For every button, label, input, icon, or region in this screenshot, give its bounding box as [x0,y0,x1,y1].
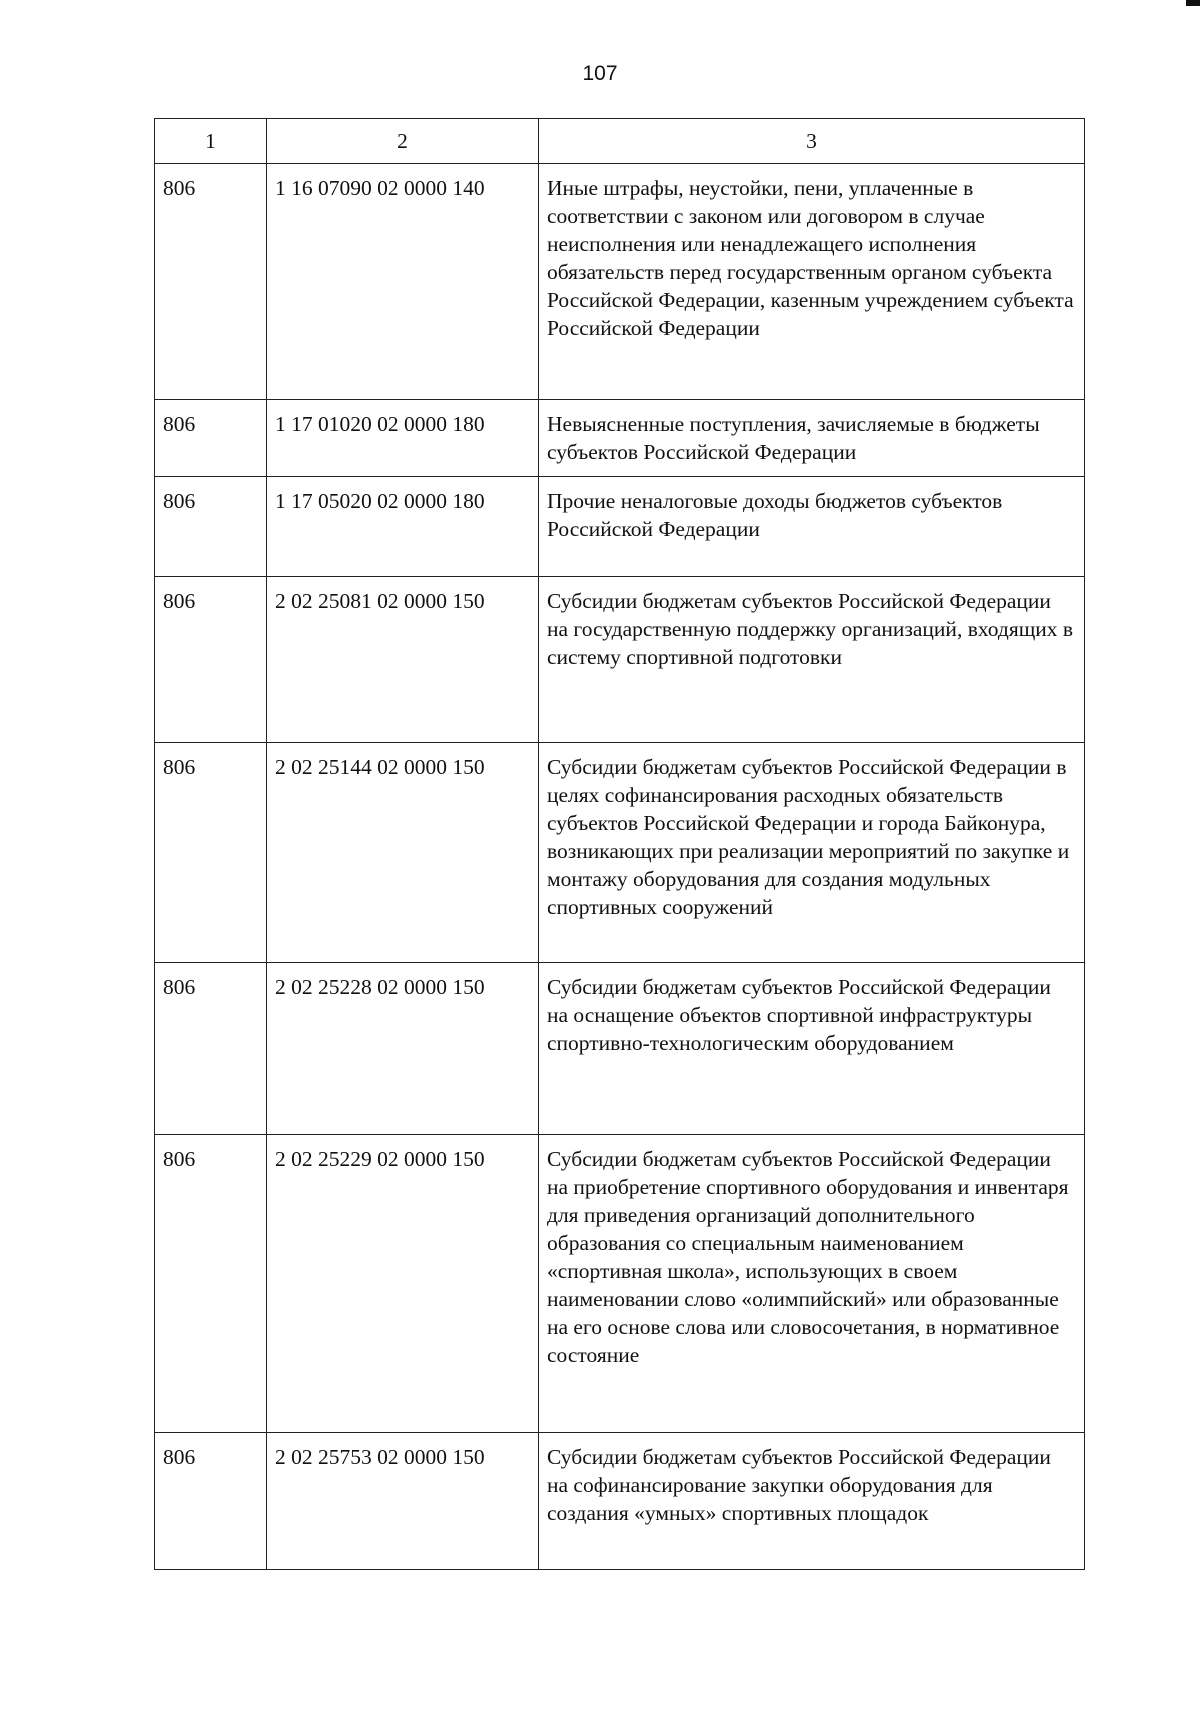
admin-code-cell: 806 [155,164,267,400]
kbk-code-cell: 1 17 05020 02 0000 180 [267,477,539,577]
table-row [155,1433,1085,1570]
column-header-2: 2 [267,119,539,164]
table-row [155,477,1085,577]
revenue-codes-table [154,118,1085,1570]
description-cell: Иные штрафы, неустойки, пени, уплаченные в соответствии с законом или договором в случае неисполнения или ненадлежащего исполнения обязательств перед государственным органом субъекта Российской Федерации, казенным учреждением субъекта Российской Федерации [539,164,1085,400]
page-number: 107 [582,62,618,85]
kbk-code-cell: 1 17 01020 02 0000 180 [267,400,539,477]
kbk-code-cell: 2 02 25753 02 0000 150 [267,1433,539,1570]
description-cell: Субсидии бюджетам субъектов Российской Федерации на государственную поддержку организаций, входящих в систему спортивной подготовки [539,577,1085,743]
admin-code-cell: 806 [155,577,267,743]
table-row [155,400,1085,477]
kbk-code-cell: 2 02 25229 02 0000 150 [267,1135,539,1433]
kbk-code-cell: 1 16 07090 02 0000 140 [267,164,539,400]
kbk-code-cell: 2 02 25228 02 0000 150 [267,963,539,1135]
table-header-row [155,119,1085,164]
description-cell: Субсидии бюджетам субъектов Российской Федерации на оснащение объектов спортивной инфраструктуры спортивно-технологическим оборудованием [539,963,1085,1135]
description-cell: Субсидии бюджетам субъектов Российской Федерации на софинансирование закупки оборудования для создания «умных» спортивных площадок [539,1433,1085,1570]
kbk-code-cell: 2 02 25081 02 0000 150 [267,577,539,743]
admin-code-cell: 806 [155,400,267,477]
admin-code-cell: 806 [155,743,267,963]
table-row [155,577,1085,743]
table-row [155,963,1085,1135]
table-row [155,1135,1085,1433]
description-cell: Невыясненные поступления, зачисляемые в бюджеты субъектов Российской Федерации [539,400,1085,477]
description-cell: Субсидии бюджетам субъектов Российской Федерации в целях софинансирования расходных обязательств субъектов Российской Федерации и города Байконура, возникающих при реализации мероприятий по закупке и монтажу оборудования для создания модульных спортивных сооружений [539,743,1085,963]
admin-code-cell: 806 [155,477,267,577]
kbk-code-cell: 2 02 25144 02 0000 150 [267,743,539,963]
admin-code-cell: 806 [155,963,267,1135]
column-header-3: 3 [539,119,1085,164]
scan-corner-mark [1186,0,1200,6]
table-body [155,164,1085,1570]
admin-code-cell: 806 [155,1135,267,1433]
description-cell: Субсидии бюджетам субъектов Российской Федерации на приобретение спортивного оборудования и инвентаря для приведения организаций дополнительного образования со специальным наименованием «спортивная школа», использующих в своем наименовании слово «олимпийский» или образованные на его основе слова или словосочетания, в нормативное состояние [539,1135,1085,1433]
table-row [155,743,1085,963]
admin-code-cell: 806 [155,1433,267,1570]
table-row [155,164,1085,400]
description-cell: Прочие неналоговые доходы бюджетов субъектов Российской Федерации [539,477,1085,577]
column-header-1: 1 [155,119,267,164]
